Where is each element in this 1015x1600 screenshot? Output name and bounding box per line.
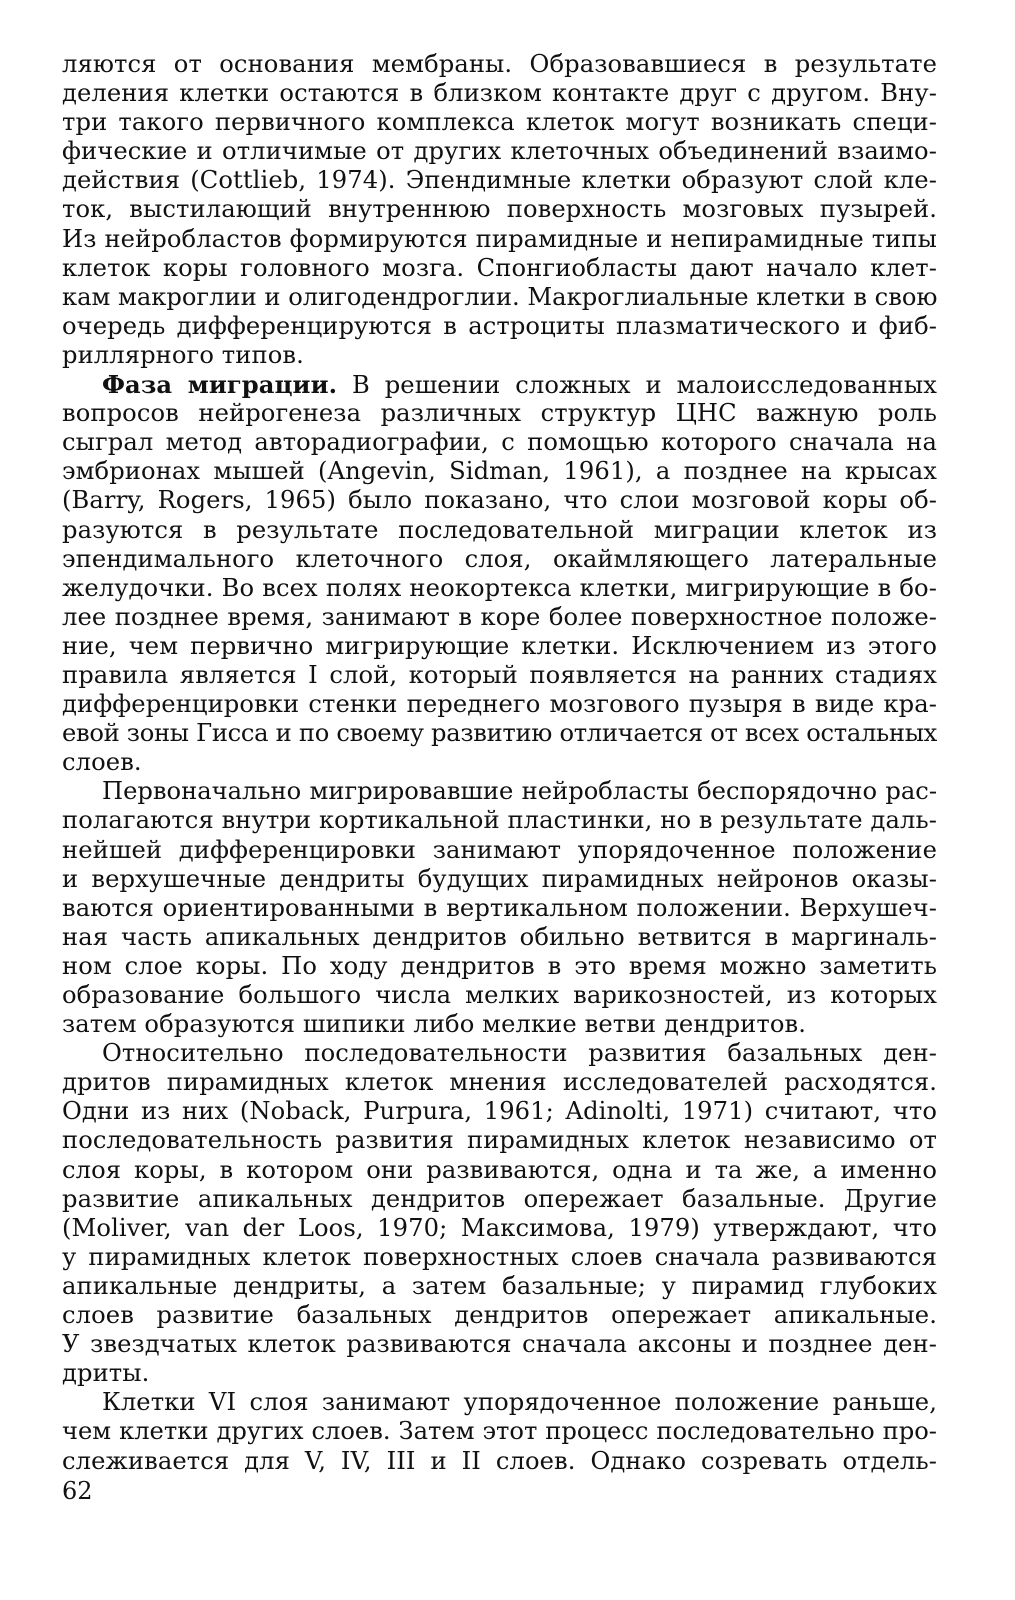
paragraph-1	[62, 50, 937, 370]
text-line: Первоначально мигрировавшие нейробласты беспорядочно рас-	[102, 777, 937, 806]
text-line: желудочки. Во всех полях неокортекса клетки, мигрирующие в бо-	[62, 573, 937, 602]
page-number: 62	[62, 1477, 93, 1505]
text-line: действия (Cottlieb, 1974). Эпендимные клетки образуют слой кле-	[62, 166, 937, 195]
text-line: сыграл метод авторадиографии, с помощью которого сначала на	[62, 428, 937, 457]
text-line: ток, выстилающий внутреннюю поверхность мозговых пузырей.	[62, 195, 937, 224]
text-line: нейшей дифференцировки занимают упорядоченное положение	[62, 835, 937, 864]
text-line: развитие апикальных дендритов опережает базальные. Другие	[62, 1184, 937, 1213]
text-line: три такого первичного комплекса клеток могут возникать специ-	[62, 108, 937, 137]
text-line: Относительно последовательности развития базальных ден-	[102, 1039, 937, 1068]
text-line: (Moliver, van der Loos, 1970; Максимова, 1979) утверждают, что	[62, 1213, 937, 1242]
text-line: слоев.	[62, 748, 142, 777]
paragraph-2	[62, 370, 937, 777]
text-line: образование большого числа мелких варикозностей, из которых	[62, 981, 937, 1009]
text-line: дритов пирамидных клеток мнения исследователей расходятся.	[62, 1068, 937, 1097]
text-line: ном слое коры. По ходу дендритов в это время можно заметить	[62, 951, 937, 980]
text-line: деления клетки остаются в близком контакте друг с другом. Вну-	[62, 79, 937, 108]
text-line: ная часть апикальных дендритов обильно ветвится в маргиналь-	[62, 922, 937, 951]
paragraph-3	[62, 777, 937, 1039]
text-line: эмбрионах мышей (Angevin, Sidman, 1961), а позднее на крысах	[62, 457, 937, 486]
page-body	[62, 50, 937, 1476]
text-line: полагаются внутри кортикальной пластинки, но в результате даль-	[62, 806, 937, 835]
text-line: слоев развитие базальных дендритов опережает апикальные.	[62, 1301, 937, 1330]
text-span: В решении сложных и малоисследованных	[337, 371, 937, 400]
paragraph-4	[62, 1039, 937, 1388]
text-line: (Barry, Rogers, 1965) было показано, что слои мозговой коры об-	[62, 486, 937, 515]
text-line: ваются ориентированными в вертикальном положении. Верхушеч-	[62, 893, 937, 922]
text-line: Одни из них (Noback, Purpura, 1961; Adinolti, 1971) считают, что	[62, 1097, 937, 1126]
text-line: и верхушечные дендриты будущих пирамидных нейронов оказы-	[62, 864, 937, 893]
text-line: дриты.	[62, 1359, 150, 1388]
text-line: У звездчатых клеток развиваются сначала аксоны и позднее ден-	[62, 1330, 937, 1359]
text-line	[62, 370, 937, 399]
paragraph-5	[62, 1388, 937, 1475]
section-heading: Фаза миграции.	[102, 370, 338, 400]
text-line: риллярного типов.	[62, 340, 304, 369]
text-line: апикальные дендриты, а затем базальные; у пирамид глубоких	[62, 1271, 937, 1300]
text-line: клеток коры головного мозга. Спонгиобласты дают начало клет-	[62, 253, 937, 282]
text-line: чем клетки других слоев. Затем этот процесс последовательно про-	[62, 1417, 937, 1446]
text-line: затем образуются шипики либо мелкие ветви дендритов.	[62, 1010, 807, 1039]
text-line: последовательность развития пирамидных клеток независимо от	[62, 1126, 937, 1155]
text-line: фические и отличимые от других клеточных объединений взаимо-	[62, 137, 937, 166]
text-line: правила является I слой, который появляется на ранних стадиях	[62, 660, 937, 689]
text-line: кам макроглии и олигодендроглии. Макроглиальные клетки в свою	[62, 282, 938, 311]
text-line: Из нейробластов формируются пирамидные и непирамидные типы	[62, 224, 937, 253]
text-line: дифференцировки стенки переднего мозгового пузыря в виде кра-	[62, 690, 937, 719]
text-line: слоя коры, в котором они развиваются, одна и та же, а именно	[62, 1155, 937, 1184]
text-line: ние, чем первично мигрирующие клетки. Исключением из этого	[62, 631, 937, 660]
text-line: ляются от основания мембраны. Образовавшиеся в результате	[62, 50, 937, 78]
text-line: очередь дифференцируются в астроциты плазматического и фиб-	[62, 311, 937, 340]
text-line: Клетки VI слоя занимают упорядоченное положение раньше,	[102, 1388, 937, 1417]
text-line: эпендимального клеточного слоя, окаймляющего латеральные	[62, 544, 937, 573]
text-line: евой зоны Гисса и по своему развитию отличается от всех остальных	[62, 719, 937, 748]
text-line: разуются в результате последовательной миграции клеток из	[62, 515, 937, 544]
text-line: слеживается для V, IV, III и II слоев. Однако созревать отдель-	[62, 1446, 937, 1475]
text-line: у пирамидных клеток поверхностных слоев сначала развиваются	[62, 1242, 937, 1271]
text-line: лее позднее время, занимают в коре более поверхностное положе-	[62, 602, 937, 631]
text-line: вопросов нейрогенеза различных структур ЦНС важную роль	[62, 399, 937, 428]
